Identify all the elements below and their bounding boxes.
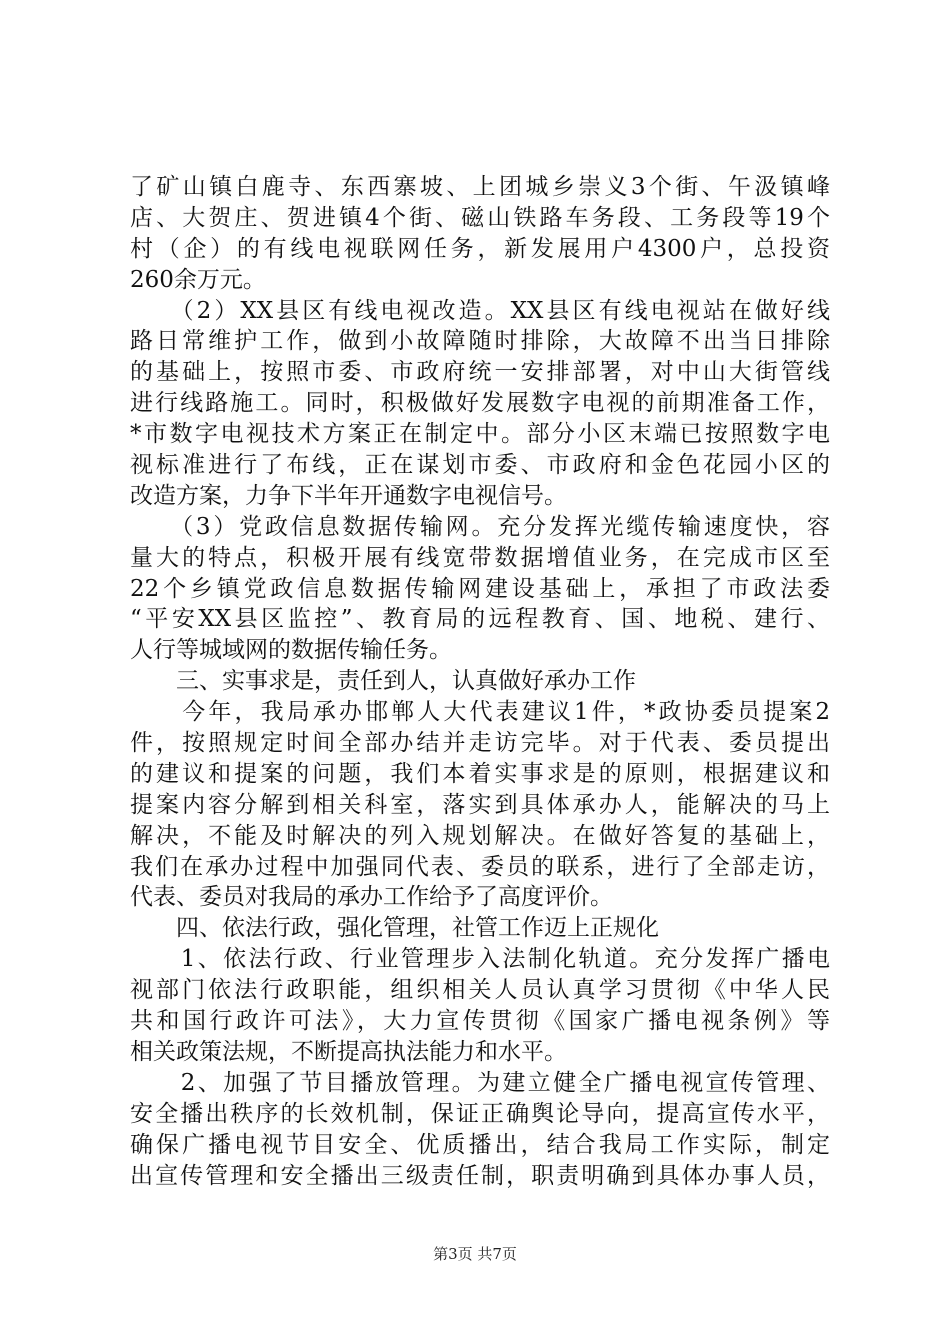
text-line: 了矿山镇白鹿寺、东西寨坡、上团城乡崇义3个街、午汲镇峰 (130, 174, 830, 200)
text-line: 今年，我局承办邯郸人大代表建议1件，*政协委员提案2 (130, 699, 830, 726)
paragraph (130, 944, 830, 1068)
text-line: 提案内容分解到相关科室，落实到具体承办人，能解决的马上 (130, 791, 830, 818)
text-line: 的建议和提案的问题，我们本着实事求是的原则，根据建议和 (130, 760, 830, 787)
paragraph (130, 512, 830, 666)
text-line: 解决，不能及时解决的列入规划解决。在做好答复的基础上， (130, 822, 830, 849)
text-line: 22个乡镇党政信息数据传输网建设基础上，承担了市政法委 (130, 575, 830, 602)
paragraph (130, 296, 830, 512)
text-line: 共和国行政许可法》，大力宣传贯彻《国家广播电视条例》等 (130, 1008, 830, 1035)
text-line: 量大的特点，积极开展有线宽带数据增值业务，在完成市区至 (130, 544, 830, 571)
text-line: 进行线路施工。同时，积极做好发展数字电视的前期准备工作， (130, 390, 830, 417)
paragraph (130, 697, 830, 913)
text-line: 路日常维护工作，做到小故障随时排除，大故障不出当日排除 (130, 328, 830, 355)
text-line: 我们在承办过程中加强同代表、委员的联系，进行了全部走访， (130, 853, 830, 880)
text-line: 确保广播电视节目安全、优质播出，结合我局工作实际，制定 (130, 1131, 830, 1158)
text-line: 村（企）的有线电视联网任务，新发展用户4300户，总投资 (130, 235, 830, 262)
text-line: 人行等城域网的数据传输任务。 (130, 637, 452, 664)
text-line: “平安XX县区监控”、教育局的远程教育、国、地税、建行、 (130, 606, 830, 633)
text-line: （2）XX县区有线电视改造。XX县区有线电视站在做好线 (130, 297, 830, 324)
text-line: 四、依法行政，强化管理，社管工作迈上正规化 (130, 915, 659, 942)
text-line: 件，按照规定时间全部办结并走访完毕。对于代表、委员提出 (130, 730, 830, 757)
text-line: 代表、委员对我局的承办工作给予了高度评价。 (130, 884, 613, 911)
section-heading (130, 666, 830, 697)
paragraph (130, 1068, 830, 1192)
text-line: 视部门依法行政职能，组织相关人员认真学习贯彻《中华人民 (130, 977, 830, 1004)
text-line: 店、大贺庄、贺进镇4个街、磁山铁路车务段、工务段等19个 (130, 204, 830, 231)
text-line: *市数字电视技术方案正在制定中。部分小区末端已按照数字电 (130, 421, 830, 448)
document-body (130, 172, 830, 1191)
page-number-footer: 第3页 共7页 (433, 1245, 517, 1263)
text-line: 安全播出秩序的长效机制，保证正确舆论导向，提高宣传水平， (130, 1100, 830, 1127)
paragraph (130, 172, 830, 296)
text-line: 2、加强了节目播放管理。为建立健全广播电视宣传管理、 (130, 1069, 830, 1096)
text-line: 出宣传管理和安全播出三级责任制，职责明确到具体办事人员， (130, 1162, 830, 1189)
text-line: （3）党政信息数据传输网。充分发挥光缆传输速度快，容 (130, 513, 830, 540)
text-line: 1、依法行政、行业管理步入法制化轨道。充分发挥广播电 (130, 946, 830, 973)
text-line: 260余万元。 (130, 266, 266, 293)
text-line: 视标准进行了布线，正在谋划市委、市政府和金色花园小区的 (130, 452, 830, 479)
text-line: 相关政策法规，不断提高执法能力和水平。 (130, 1038, 567, 1065)
text-line: 改造方案，力争下半年开通数字电视信号。 (130, 482, 567, 509)
section-heading (130, 913, 830, 944)
text-line: 三、实事求是，责任到人，认真做好承办工作 (130, 668, 636, 695)
text-line: 的基础上，按照市委、市政府统一安排部署，对中山大街管线 (130, 359, 830, 386)
